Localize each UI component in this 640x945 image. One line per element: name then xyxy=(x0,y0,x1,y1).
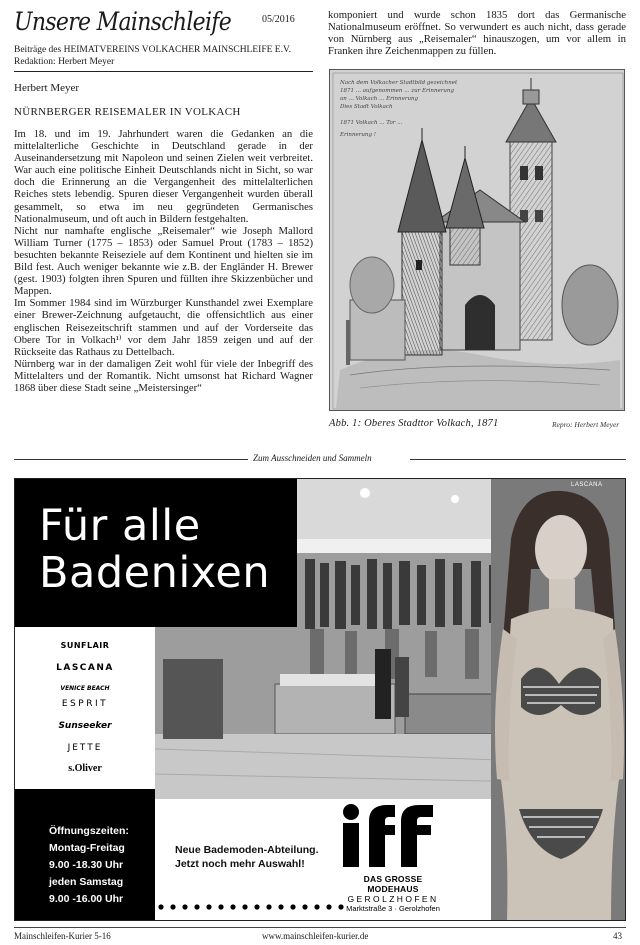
sketch-handwriting: 1871 Volkach ... Tor ... xyxy=(340,120,403,126)
article-paragraph: Im Sommer 1984 sind im Würzburger Kunsthandel zwei Exemplare einer Brewer-Zeichnung aufgetaucht, die offensichtlich aus einer englischen Reisezeitschrift stammen und auf der Vorderseite das Obere Tor in Volkach¹⁾ vor dem Jahr 1859 zeigen und auf der Rückseite das Rathaus zu Dettelbach. xyxy=(14,297,313,358)
brand-jette: JETTE xyxy=(67,743,103,753)
ad-headline-box xyxy=(15,479,297,627)
cut-line-left xyxy=(14,459,248,460)
store-logo-block xyxy=(337,803,449,913)
brand-s-oliver: s.Oliver xyxy=(68,763,102,774)
opening-hours-weekday-time: 9.00 -18.30 Uhr xyxy=(49,859,124,871)
article-paragraph: Im 18. und im 19. Jahrhundert waren die Gedanken an die mittelalterliche Geschichte in Deutschland gerade in der Auseinandersetzung mit Napoleon und seinen Zielen weit verbreitet. War auch eine politische Einheit Deutschlands nicht in Sicht, so war doch die Erinnerung an die Vergangenheit des mittelalterlichen Reiches stets lebendig. Spuren dieser Vergangenheit wurden überall gesammelt, so etwa im neu gegründeten Germanisches Nationalmuseum, und oft auch in Bildern festgehalten. xyxy=(14,128,313,225)
article-left-column xyxy=(14,128,313,394)
store-address: Marktstraße 3 · Gerolzhofen xyxy=(346,904,440,913)
ad-slogan-line1: Neue Bademoden-Abteilung. xyxy=(175,844,319,856)
cut-line-right xyxy=(410,459,626,460)
dotted-line xyxy=(155,903,347,911)
masthead-subtitle: Beiträge des HEIMATVEREINS VOLKACHER MAINSCHLEIFE E.V. xyxy=(14,45,291,55)
brand-esprit: ESPRIT xyxy=(61,699,109,709)
sketch-handwriting: Nach dem Volkacher Stadtbild gezeichnet xyxy=(340,80,458,86)
opening-hours-saturday-label: jeden Samstag xyxy=(49,876,124,888)
swimwear-advertisement xyxy=(14,478,626,921)
opening-hours-saturday-time: 9.00 -16.00 Uhr xyxy=(49,893,124,905)
issue-number: 05/2016 xyxy=(262,14,295,25)
sketch-handwriting: 1871 ... aufgenommen ... zur Erinnerung xyxy=(340,88,454,94)
figure-caption: Abb. 1: Oberes Stadttor Volkach, 1871 xyxy=(329,418,499,429)
article-paragraph: Nicht nur namhafte englische „Reisemaler“ wie Joseph Mallord William Turner (1775 – 1853) oder Samuel Prout (1783 – 1852) besuchten bekannte Reiseziele auf dem Kontinent und hielten sie im Bild fest. Auch weniger bekannte wie z.B. der Engländer H. Brewer (gest. 1903) folgten ihren Spuren und füllten ihre Skizzenbücher und Mappen. xyxy=(14,224,313,298)
article-headline: NÜRNBERGER REISEMALER IN VOLKACH xyxy=(14,106,241,118)
sketch-illustration xyxy=(329,69,625,411)
iff-logo xyxy=(337,803,449,869)
masthead-title: Unsere Mainschleife xyxy=(14,7,232,36)
brand-venice-beach: VENICE BEACH xyxy=(60,685,110,692)
store-name: DAS GROSSE MODEHAUS xyxy=(363,874,423,894)
brand-sunseeker: Sunseeker xyxy=(58,721,112,731)
brand-list xyxy=(15,627,155,789)
opening-hours-weekday-label: Montag-Freitag xyxy=(49,842,125,854)
page-number: 43 xyxy=(613,931,622,941)
brand-lascana: LASCANA xyxy=(56,663,114,673)
header-rule xyxy=(14,71,313,72)
sketch-handwriting: Erinnerung ! xyxy=(340,132,376,138)
ad-headline-line1: Für alle xyxy=(39,501,201,551)
opening-hours-title: Öffnungszeiten: xyxy=(49,825,129,837)
cut-label: Zum Ausschneiden und Sammeln xyxy=(253,453,372,463)
sketch-drawing xyxy=(330,70,625,411)
article-continuation: komponiert und wurde schon 1835 dort das Germanische Nationalmuseum eröffnet. So verwundert es auch nicht, dass gerade von Nürnberg aus „Reisemaler“ hinauszogen, um vor allem in Franken ihre Zeichenmappen zu füllen. xyxy=(328,9,626,58)
sketch-handwriting: Dies Stadt Volkach xyxy=(340,104,393,110)
footer-publication: Mainschleifen-Kurier 5-16 xyxy=(14,931,111,941)
model-brand-label: LASCANA xyxy=(571,482,603,488)
brand-sunflair: SUNFLAIR xyxy=(60,641,110,650)
article-paragraph: Nürnberg war in der damaligen Zeit wohl für viele der Inbegriff des Mittelalters und der Romantik. Nicht umsonst hat Richard Wagner 1868 über diese Stadt seine „Meistersinger“ xyxy=(14,357,313,394)
sketch-handwriting: an ... Volkach ... Erinnerung xyxy=(340,96,419,102)
ad-slogan-line2: Jetzt noch mehr Auswahl! xyxy=(175,858,305,870)
iff-logo-text: iff xyxy=(337,803,338,804)
store-city: GEROLZHOFEN xyxy=(347,894,439,904)
footer-website: www.mainschleifen-kurier.de xyxy=(262,931,369,941)
model-silhouette xyxy=(491,479,626,921)
footer-rule xyxy=(14,927,626,928)
ad-headline-line2: Badenixen xyxy=(39,548,271,598)
model-photo xyxy=(491,479,626,921)
figure-credit: Repro: Herbert Meyer xyxy=(552,420,620,429)
ad-slogan xyxy=(175,843,319,871)
masthead-editor: Redaktion: Herbert Meyer xyxy=(14,57,115,67)
opening-hours-box xyxy=(15,789,155,921)
article-author: Herbert Meyer xyxy=(14,82,80,94)
